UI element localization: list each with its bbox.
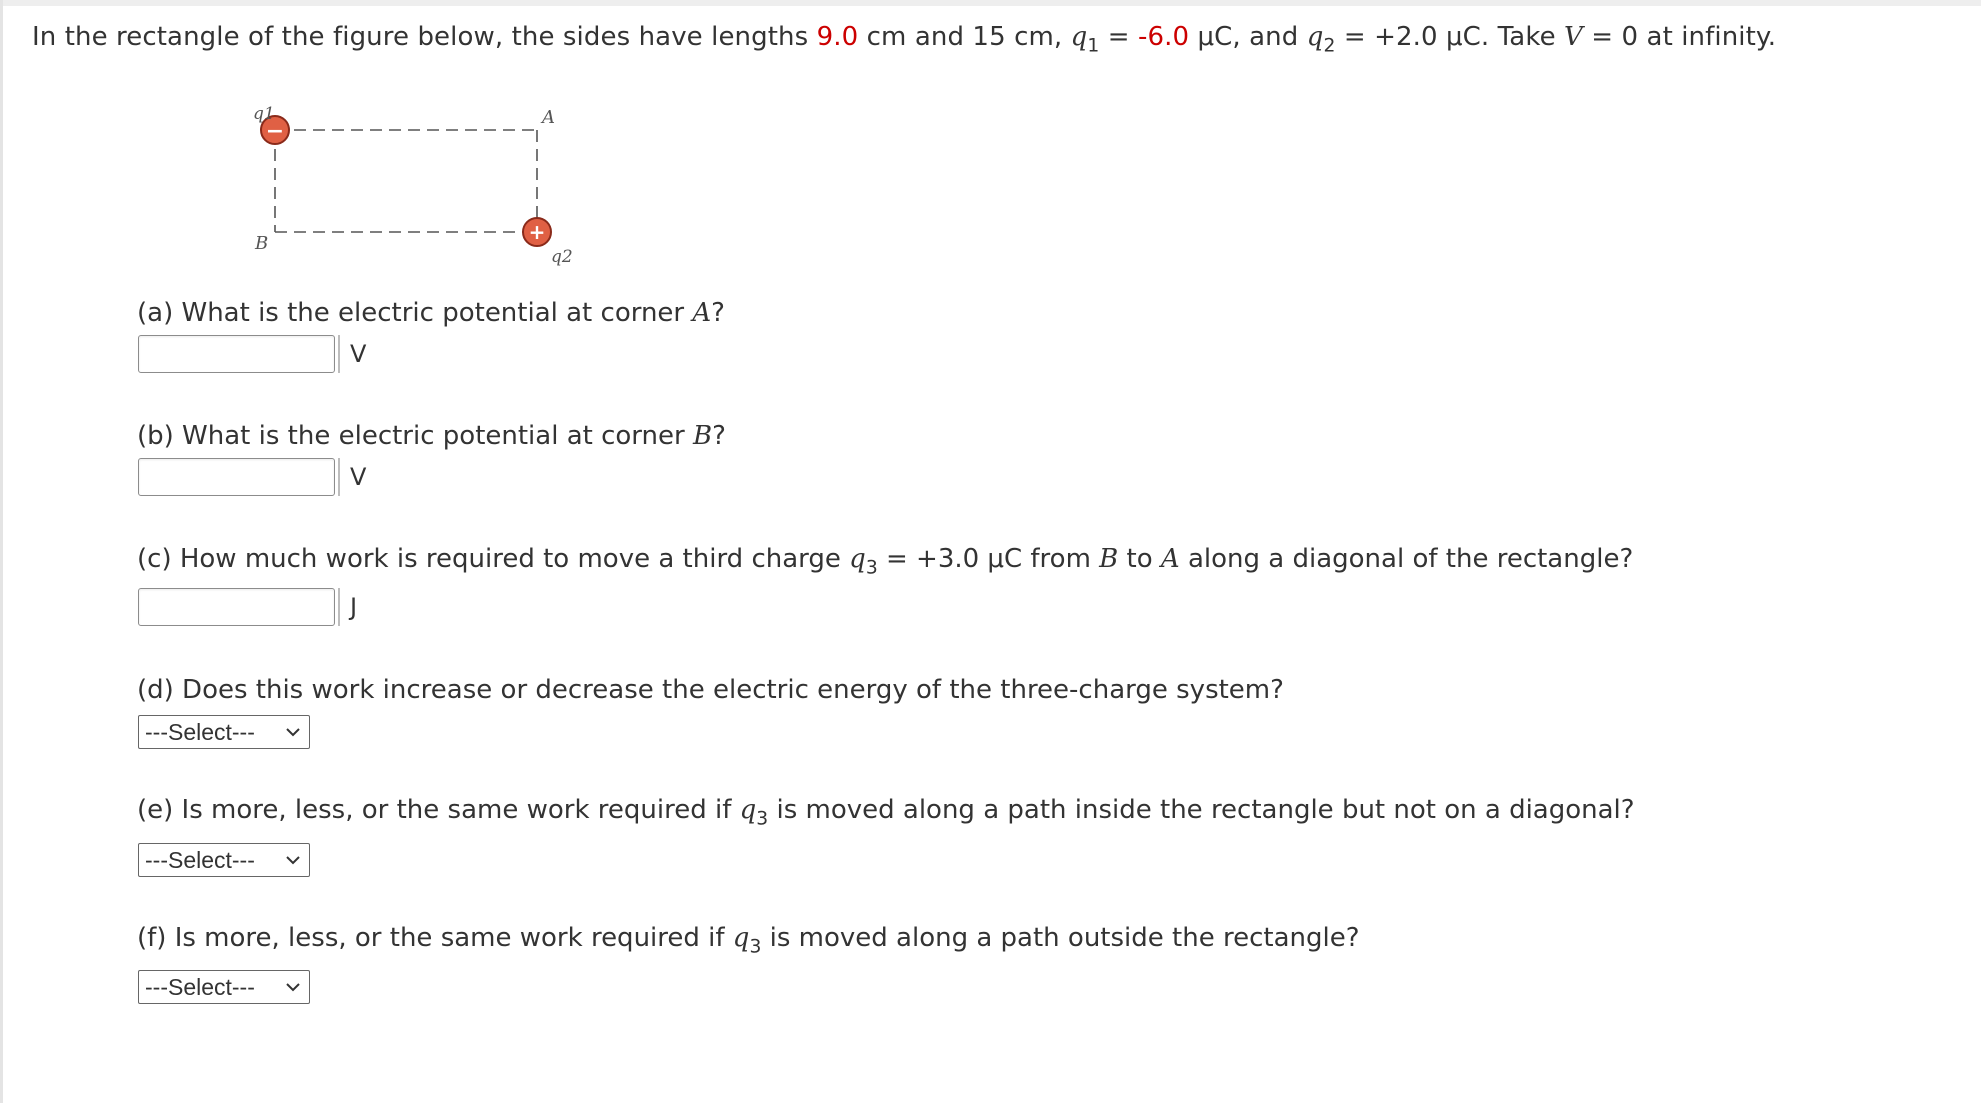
q1-sign: − [265,119,285,144]
q1-value: -6.0 [1138,22,1190,52]
left-border [0,0,3,1103]
side-length-value: 9.0 [816,22,859,52]
question-f: (f) Is more, less, or the same work required if $q_3$ is moved along a path outside the rectangle? [137,923,1360,958]
answer-c-input[interactable] [138,588,335,626]
unit-c: J [338,588,357,626]
answer-d-select[interactable] [138,715,310,749]
chevron-down-icon [285,725,301,739]
q2-label: q2 [551,247,573,267]
q2-sign: + [528,220,546,244]
question-b: (b) What is the electric potential at corner B? [137,421,726,451]
corner-a-label: A [542,107,555,128]
select-d-value: ---Select--- [145,719,255,745]
q1-label: q1 [253,104,275,124]
rectangle-figure [230,98,590,278]
unit-b: V [338,458,366,496]
question-a: (a) What is the electric potential at corner A? [137,298,725,328]
unit-a: V [338,335,366,373]
answer-b-input[interactable] [138,458,335,496]
select-e-value: ---Select--- [145,847,255,873]
answer-e-select[interactable] [138,843,310,877]
answer-a-input[interactable] [138,335,335,373]
corner-b-label: B [255,233,269,254]
problem-statement: In the rectangle of the figure below, the sides have lengths 9.0 cm and 15 cm, $q_1 = -6.0$ μC, and $q_2 = +2.0$ μC. Take V = 0 at infinity. [32,22,1777,57]
question-d: (d) Does this work increase or decrease the electric energy of the three-charge system? [137,675,1284,705]
chevron-down-icon [285,980,301,994]
chevron-down-icon [285,853,301,867]
select-f-value: ---Select--- [145,974,255,1000]
question-c: (c) How much work is required to move a third charge $q_3 = +3.0$ μC from B to A along a diagonal of the rectangle? [137,544,1634,579]
answer-f-select[interactable] [138,970,310,1004]
question-e: (e) Is more, less, or the same work required if $q_3$ is moved along a path inside the rectangle but not on a diagonal? [137,795,1635,830]
top-border [3,0,1981,6]
